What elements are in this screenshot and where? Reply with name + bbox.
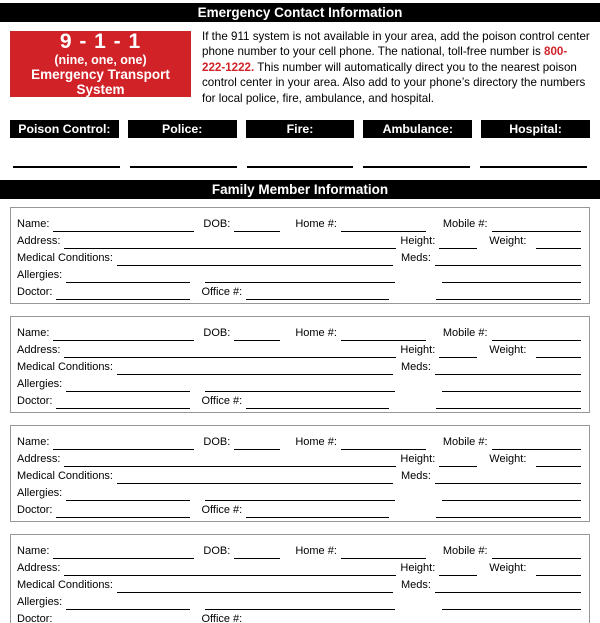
allergies-continuation-line xyxy=(205,379,395,392)
hospital-blank-line xyxy=(480,166,587,168)
mobile-phone-field xyxy=(443,326,581,341)
family-section-title: Family Member Information xyxy=(0,180,600,199)
office-phone-field xyxy=(201,612,389,623)
address-field xyxy=(17,343,396,358)
meds-label: Meds: xyxy=(401,579,431,592)
meds-blank-line xyxy=(435,362,581,375)
poison-control-blank-line xyxy=(13,166,120,168)
dob-field xyxy=(203,326,280,341)
doctor-label: Doctor: xyxy=(17,286,53,299)
office-phone-field xyxy=(201,285,389,300)
medical-conditions-field xyxy=(17,360,393,375)
address-label: Address: xyxy=(17,344,61,357)
weight-label: Weight: xyxy=(489,235,527,248)
meds-blank-line xyxy=(435,253,581,266)
office-phone-blank-line xyxy=(246,614,389,623)
member-row-doctor xyxy=(17,283,581,300)
name-blank-line xyxy=(53,437,194,450)
doctor-label: Doctor: xyxy=(17,613,53,623)
height-label: Height: xyxy=(400,453,436,466)
address-field xyxy=(17,452,396,467)
office-phone-label: Office #: xyxy=(201,395,243,408)
page-title: Emergency Contact Information xyxy=(0,3,600,22)
address-label: Address: xyxy=(17,453,61,466)
doctor-field xyxy=(17,503,190,518)
medical-conditions-field xyxy=(17,469,393,484)
address-blank-line xyxy=(64,454,396,467)
weight-label: Weight: xyxy=(489,562,527,575)
poison-control-paragraph xyxy=(202,29,590,106)
contact-label-poison-control: Poison Control: xyxy=(10,120,119,138)
dob-label: DOB: xyxy=(203,327,231,340)
home-phone-field xyxy=(295,217,426,232)
name-field xyxy=(17,435,194,450)
member-row-doctor xyxy=(17,501,581,518)
home-phone-field xyxy=(295,435,426,450)
home-phone-label: Home #: xyxy=(295,218,337,231)
meds-continuation-line-2 xyxy=(436,287,581,300)
address-label: Address: xyxy=(17,562,61,575)
contact-label-ambulance: Ambulance: xyxy=(363,120,472,138)
name-field xyxy=(17,544,194,559)
member-row-doctor xyxy=(17,610,581,623)
mobile-phone-blank-line xyxy=(492,219,581,232)
doctor-label: Doctor: xyxy=(17,395,53,408)
mobile-phone-label: Mobile #: xyxy=(442,436,488,449)
member-row-doctor xyxy=(17,392,581,409)
weight-field xyxy=(489,561,581,576)
address-blank-line xyxy=(64,236,396,249)
medical-conditions-label: Medical Conditions: xyxy=(17,361,113,374)
name-field xyxy=(17,326,194,341)
fire-blank-line xyxy=(247,166,354,168)
allergies-continuation-line xyxy=(205,270,395,283)
emergency-contact-labels-row xyxy=(10,120,590,138)
medical-conditions-label: Medical Conditions: xyxy=(17,252,113,265)
home-phone-blank-line xyxy=(341,546,426,559)
allergies-blank-line xyxy=(66,379,190,392)
name-label: Name: xyxy=(17,545,50,558)
doctor-blank-line xyxy=(56,614,190,623)
meds-continuation-line xyxy=(442,597,581,610)
office-phone-blank-line xyxy=(246,287,389,300)
police-blank-line xyxy=(130,166,237,168)
name-blank-line xyxy=(53,219,194,232)
doctor-field xyxy=(17,612,190,623)
height-label: Height: xyxy=(400,235,436,248)
meds-label: Meds: xyxy=(401,252,431,265)
nine-one-one-box xyxy=(10,31,191,97)
member-row-allergies xyxy=(17,266,581,283)
dob-field xyxy=(203,435,280,450)
meds-field xyxy=(401,469,581,484)
allergies-field xyxy=(17,595,190,610)
meds-continuation-line-2 xyxy=(436,396,581,409)
member-row-identity xyxy=(17,215,581,232)
member-row-address xyxy=(17,341,581,358)
member-row-medical xyxy=(17,576,581,593)
member-row-address xyxy=(17,232,581,249)
member-row-identity xyxy=(17,542,581,559)
height-field xyxy=(400,561,477,576)
medical-conditions-blank-line xyxy=(117,362,393,375)
ambulance-blank-line xyxy=(363,166,470,168)
home-phone-blank-line xyxy=(341,219,426,232)
name-field xyxy=(17,217,194,232)
medical-conditions-label: Medical Conditions: xyxy=(17,579,113,592)
height-field xyxy=(400,234,477,249)
member-row-allergies xyxy=(17,375,581,392)
office-phone-field xyxy=(201,394,389,409)
home-phone-field xyxy=(295,544,426,559)
allergies-field xyxy=(17,486,190,501)
weight-blank-line xyxy=(536,236,581,249)
contact-label-hospital: Hospital: xyxy=(481,120,590,138)
weight-label: Weight: xyxy=(489,453,527,466)
paragraph-text-before: If the 911 system is not available in your area, add the poison control center phone number to your cell phone. The national, toll-free number is xyxy=(202,30,590,59)
height-field xyxy=(400,452,477,467)
medical-conditions-field xyxy=(17,251,393,266)
medical-conditions-label: Medical Conditions: xyxy=(17,470,113,483)
name-blank-line xyxy=(53,328,194,341)
doctor-field xyxy=(17,394,190,409)
dob-label: DOB: xyxy=(203,545,231,558)
contact-label-police: Police: xyxy=(128,120,237,138)
meds-field xyxy=(401,251,581,266)
meds-continuation-line-2 xyxy=(436,505,581,518)
name-label: Name: xyxy=(17,218,50,231)
mobile-phone-blank-line xyxy=(492,328,581,341)
height-blank-line xyxy=(439,345,477,358)
member-row-allergies xyxy=(17,484,581,501)
emergency-contact-blanks-row xyxy=(13,166,587,168)
office-phone-label: Office #: xyxy=(201,613,243,623)
home-phone-label: Home #: xyxy=(295,436,337,449)
allergies-field xyxy=(17,268,190,283)
dob-blank-line xyxy=(234,546,280,559)
weight-field xyxy=(489,234,581,249)
name-label: Name: xyxy=(17,327,50,340)
height-blank-line xyxy=(439,563,477,576)
allergies-label: Allergies: xyxy=(17,487,63,500)
doctor-blank-line xyxy=(56,505,190,518)
mobile-phone-label: Mobile #: xyxy=(442,545,488,558)
nine-one-one-pronunciation: (nine, one, one) xyxy=(54,53,147,67)
office-phone-label: Office #: xyxy=(201,286,243,299)
office-phone-blank-line xyxy=(246,396,389,409)
family-member-card xyxy=(10,534,590,623)
family-members-list xyxy=(10,207,590,623)
home-phone-label: Home #: xyxy=(295,545,337,558)
weight-blank-line xyxy=(536,563,581,576)
dob-blank-line xyxy=(234,219,280,232)
home-phone-label: Home #: xyxy=(295,327,337,340)
weight-blank-line xyxy=(536,454,581,467)
meds-label: Meds: xyxy=(401,361,431,374)
member-row-medical xyxy=(17,249,581,266)
meds-blank-line xyxy=(435,580,581,593)
allergies-blank-line xyxy=(66,488,190,501)
doctor-field xyxy=(17,285,190,300)
height-field xyxy=(400,343,477,358)
mobile-phone-field xyxy=(443,544,581,559)
meds-continuation-line xyxy=(442,379,581,392)
home-phone-field xyxy=(295,326,426,341)
member-row-address xyxy=(17,450,581,467)
address-blank-line xyxy=(64,563,396,576)
weight-blank-line xyxy=(536,345,581,358)
mobile-phone-field xyxy=(443,217,581,232)
doctor-label: Doctor: xyxy=(17,504,53,517)
home-phone-blank-line xyxy=(341,328,426,341)
allergies-label: Allergies: xyxy=(17,269,63,282)
allergies-blank-line xyxy=(66,270,190,283)
paragraph-text-after: This number will automatically direct you to the nearest poison control center in your area. Also add to your phone’s directory the numbers for local police, fire, ambulance, and hospital. xyxy=(202,60,586,105)
allergies-blank-line xyxy=(66,597,190,610)
nine-one-one-number: 9 - 1 - 1 xyxy=(59,30,142,53)
name-label: Name: xyxy=(17,436,50,449)
mobile-phone-blank-line xyxy=(492,437,581,450)
family-member-card xyxy=(10,207,590,304)
weight-field xyxy=(489,343,581,358)
member-row-identity xyxy=(17,433,581,450)
member-row-allergies xyxy=(17,593,581,610)
address-blank-line xyxy=(64,345,396,358)
meds-field xyxy=(401,578,581,593)
meds-continuation-line-2 xyxy=(436,614,581,623)
mobile-phone-field xyxy=(443,435,581,450)
member-row-medical xyxy=(17,467,581,484)
height-blank-line xyxy=(439,236,477,249)
medical-conditions-field xyxy=(17,578,393,593)
office-phone-blank-line xyxy=(246,505,389,518)
address-field xyxy=(17,234,396,249)
dob-label: DOB: xyxy=(203,218,231,231)
mobile-phone-blank-line xyxy=(492,546,581,559)
meds-label: Meds: xyxy=(401,470,431,483)
office-phone-field xyxy=(201,503,389,518)
allergies-label: Allergies: xyxy=(17,378,63,391)
member-row-address xyxy=(17,559,581,576)
dob-label: DOB: xyxy=(203,436,231,449)
family-member-card xyxy=(10,316,590,413)
doctor-blank-line xyxy=(56,287,190,300)
dob-blank-line xyxy=(234,328,280,341)
allergies-continuation-line xyxy=(205,597,395,610)
meds-continuation-line xyxy=(442,270,581,283)
allergies-field xyxy=(17,377,190,392)
address-label: Address: xyxy=(17,235,61,248)
meds-blank-line xyxy=(435,471,581,484)
name-blank-line xyxy=(53,546,194,559)
meds-continuation-line xyxy=(442,488,581,501)
allergies-label: Allergies: xyxy=(17,596,63,609)
allergies-continuation-line xyxy=(205,488,395,501)
medical-conditions-blank-line xyxy=(117,471,393,484)
poison-control-phone-number: 800-222-1222. xyxy=(202,45,568,74)
meds-field xyxy=(401,360,581,375)
mobile-phone-label: Mobile #: xyxy=(442,218,488,231)
dob-field xyxy=(203,217,280,232)
medical-conditions-blank-line xyxy=(117,580,393,593)
height-label: Height: xyxy=(400,344,436,357)
emergency-transport-caption: Emergency Transport System xyxy=(31,67,170,97)
member-row-identity xyxy=(17,324,581,341)
doctor-blank-line xyxy=(56,396,190,409)
height-blank-line xyxy=(439,454,477,467)
height-label: Height: xyxy=(400,562,436,575)
family-member-card xyxy=(10,425,590,522)
member-row-medical xyxy=(17,358,581,375)
dob-blank-line xyxy=(234,437,280,450)
weight-field xyxy=(489,452,581,467)
office-phone-label: Office #: xyxy=(201,504,243,517)
emergency-info-section xyxy=(10,31,590,106)
home-phone-blank-line xyxy=(341,437,426,450)
medical-conditions-blank-line xyxy=(117,253,393,266)
address-field xyxy=(17,561,396,576)
dob-field xyxy=(203,544,280,559)
mobile-phone-label: Mobile #: xyxy=(442,327,488,340)
contact-label-fire: Fire: xyxy=(246,120,355,138)
weight-label: Weight: xyxy=(489,344,527,357)
